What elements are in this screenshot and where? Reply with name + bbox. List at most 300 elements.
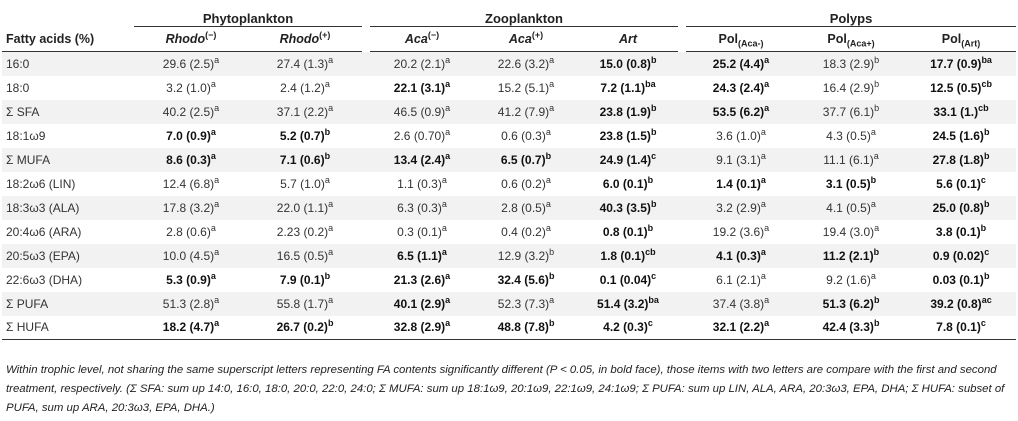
cell-superscript: a xyxy=(545,174,551,185)
table-cell xyxy=(906,316,1016,340)
table-cell xyxy=(474,196,578,220)
cell-value: 15.0 (0.8) xyxy=(599,56,651,71)
table-cell xyxy=(906,52,1016,76)
table-footnote: Within trophic level, not sharing the same superscript letters representing FA contents significantly different (P < 0.05, in bold face), those items with two letters are compare with the first and second treatment, respectively. (Σ SFA: sum up 14:0, 16:0, 18:0, 20:0, 22:0, 24:0; Σ MUFA: sum up 18:1ω9, 20:1ω9, 22:1ω9, 24:1ω9; Σ PUFA: sum up LIN, ALA, ARA, 20:3ω3, EPA, DHA; Σ HUFA: subset of PUFA, sum up ARA, 20:3ω3, EPA, DHA.) xyxy=(6,364,1005,414)
table-cell xyxy=(248,244,362,268)
table-cell xyxy=(134,100,248,124)
cell-superscript: a xyxy=(873,150,879,161)
cell-superscript: a xyxy=(870,270,876,281)
cell-value: 27.8 (1.8) xyxy=(932,152,984,167)
cell-value: 18.2 (4.7) xyxy=(162,320,215,335)
cell-superscript: a xyxy=(328,246,334,257)
cell-superscript: a xyxy=(445,294,451,305)
table-cell xyxy=(796,316,906,340)
cell-value: 16.5 (0.5) xyxy=(276,248,329,263)
cell-value: 55.8 (1.7) xyxy=(276,296,329,311)
cell-value: 41.2 (7.9) xyxy=(497,104,550,119)
cell-superscript: c xyxy=(980,174,986,185)
cell-value: 4.1 (0.3) xyxy=(716,248,761,263)
table-cell xyxy=(686,196,796,220)
table-cell xyxy=(370,244,474,268)
cell-superscript: cb xyxy=(978,102,989,113)
cell-superscript: b xyxy=(324,126,331,137)
cell-superscript: b xyxy=(870,174,877,185)
cell-value: 9.2 (1.6) xyxy=(826,272,871,287)
table-cell xyxy=(796,244,906,268)
cell-superscript: a xyxy=(214,54,220,65)
cell-superscript: a xyxy=(760,246,766,257)
table-cell xyxy=(796,220,906,244)
table-cell xyxy=(370,292,474,316)
cell-value: 7.2 (1.1) xyxy=(600,80,646,95)
cell-value: 2.4 (1.2) xyxy=(280,80,325,95)
column-header-art: Art xyxy=(578,27,678,52)
cell-value: 53.5 (6.2) xyxy=(712,104,765,119)
cell-superscript: b xyxy=(983,126,990,137)
cell-superscript: b xyxy=(983,270,990,281)
table-row xyxy=(2,292,1016,316)
table-cell xyxy=(578,124,678,148)
table-cell xyxy=(906,220,1016,244)
cell-value: 12.9 (3.2) xyxy=(497,248,550,263)
cell-superscript: a xyxy=(328,222,334,233)
table-cell xyxy=(906,148,1016,172)
table-cell xyxy=(578,220,678,244)
table-cell xyxy=(474,52,578,76)
cell-superscript: a xyxy=(549,294,555,305)
column-header-pol-aca-minus: Pol$_{(Aca-)}$ xyxy=(686,27,796,52)
table-cell xyxy=(686,292,796,316)
cell-superscript: a xyxy=(764,294,770,305)
cell-value: 13.4 (2.4) xyxy=(393,152,446,167)
table-cell xyxy=(796,196,906,220)
cell-superscript: b xyxy=(549,246,555,257)
cell-superscript: a xyxy=(210,78,216,89)
cell-value: 11.1 (6.1) xyxy=(823,152,874,167)
table-cell xyxy=(134,196,248,220)
cell-value: 1.4 (0.1) xyxy=(716,176,761,191)
cell-superscript: a xyxy=(214,318,220,329)
cell-value: 0.4 (0.2) xyxy=(501,224,546,239)
table-cell xyxy=(578,268,678,292)
cell-superscript: a xyxy=(210,222,216,233)
cell-superscript: cb xyxy=(645,246,656,257)
cell-value: 24.9 (1.4) xyxy=(599,152,652,167)
cell-superscript: a xyxy=(870,198,876,209)
cell-value: 3.2 (2.9) xyxy=(716,200,761,215)
table-cell xyxy=(474,220,578,244)
cell-superscript: a xyxy=(214,198,220,209)
cell-superscript: a xyxy=(214,174,220,185)
cell-value: 2.8 (0.5) xyxy=(501,200,546,215)
table-row xyxy=(2,172,1016,196)
table-cell xyxy=(578,316,678,340)
table-row xyxy=(2,124,1016,148)
table-cell xyxy=(370,172,474,196)
cell-value: 6.3 (0.3) xyxy=(397,200,442,215)
cell-value: 26.7 (0.2) xyxy=(276,320,328,335)
table-row xyxy=(2,76,1016,100)
column-header-rhodo-plus: Rhodo(+) xyxy=(248,27,362,52)
cell-value: 5.2 (0.7) xyxy=(279,128,325,143)
cell-superscript: a xyxy=(445,78,451,89)
table-cell xyxy=(686,220,796,244)
cell-value: 51.3 (6.2) xyxy=(822,296,874,311)
cell-superscript: b xyxy=(873,294,880,305)
cell-superscript: b xyxy=(647,174,654,185)
cell-value: 23.8 (1.5) xyxy=(599,128,651,143)
table-cell xyxy=(686,52,796,76)
cell-value: 5.7 (1.0) xyxy=(280,176,325,191)
row-label: 18:0 xyxy=(6,80,30,95)
table-row xyxy=(2,52,1016,76)
row-label: Σ SFA xyxy=(6,104,40,119)
cell-superscript: a xyxy=(445,318,451,329)
cell-superscript: b xyxy=(983,150,990,161)
table-cell xyxy=(474,148,578,172)
cell-superscript: a xyxy=(545,126,551,137)
table-cell xyxy=(370,52,474,76)
table-cell xyxy=(474,268,578,292)
table-cell xyxy=(248,316,362,340)
cell-value: 23.8 (1.9) xyxy=(599,104,651,119)
cell-value: 2.8 (0.6) xyxy=(166,224,211,239)
cell-superscript: b xyxy=(650,54,657,65)
group-header-row xyxy=(2,0,1016,27)
cell-value: 40.3 (3.5) xyxy=(599,200,651,215)
cell-superscript: b xyxy=(327,318,334,329)
cell-value: 2.6 (0.70) xyxy=(393,128,446,143)
table-row xyxy=(2,100,1016,124)
table-row xyxy=(2,316,1016,340)
cell-superscript: c xyxy=(651,150,657,161)
cell-superscript: a xyxy=(760,198,766,209)
cell-superscript: b xyxy=(650,198,657,209)
cell-value: 1.1 (0.3) xyxy=(397,176,442,191)
table-cell xyxy=(796,124,906,148)
cell-value: 12.4 (6.8) xyxy=(162,176,215,191)
table-cell xyxy=(796,268,906,292)
table-cell xyxy=(796,52,906,76)
cell-value: 1.8 (0.1) xyxy=(600,248,646,263)
cell-superscript: c xyxy=(984,246,990,257)
cell-value: 6.5 (1.1) xyxy=(397,248,442,263)
cell-value: 6.0 (0.1) xyxy=(602,176,648,191)
cell-superscript: a xyxy=(445,102,451,113)
cell-superscript: b xyxy=(873,318,880,329)
cell-superscript: a xyxy=(210,150,216,161)
cell-value: 32.8 (2.9) xyxy=(393,320,446,335)
cell-value: 8.6 (0.3) xyxy=(166,152,211,167)
row-label: Σ PUFA xyxy=(6,296,49,311)
cell-superscript: b xyxy=(874,78,880,89)
table-row xyxy=(2,148,1016,172)
table-cell xyxy=(134,220,248,244)
row-label: 20:5ω3 (EPA) xyxy=(6,248,80,263)
table-cell xyxy=(474,316,578,340)
table-cell xyxy=(796,292,906,316)
group-polyps: Polyps xyxy=(686,0,1016,27)
table-cell xyxy=(578,52,678,76)
cell-value: 7.1 (0.6) xyxy=(279,152,325,167)
table-cell xyxy=(134,316,248,340)
table-cell xyxy=(796,148,906,172)
cell-superscript: ba xyxy=(981,54,992,65)
cell-superscript: b xyxy=(983,198,990,209)
cell-value: 42.4 (3.3) xyxy=(822,320,874,335)
cell-superscript: a xyxy=(441,246,447,257)
cell-superscript: a xyxy=(764,318,770,329)
cell-superscript: a xyxy=(764,222,770,233)
row-label: 18:1ω9 xyxy=(6,128,46,143)
column-header-pol-art: Pol$_{(Art)}$ xyxy=(906,27,1016,52)
cell-value: 4.2 (0.3) xyxy=(603,320,648,335)
table-cell xyxy=(370,100,474,124)
table-cell xyxy=(686,100,796,124)
cell-value: 5.6 (0.1) xyxy=(936,176,981,191)
cell-superscript: ac xyxy=(981,294,992,305)
cell-superscript: c xyxy=(647,318,653,329)
table-cell xyxy=(474,172,578,196)
cell-superscript: b xyxy=(650,102,657,113)
cell-value: 0.1 (0.04) xyxy=(599,272,652,287)
cell-value: 19.4 (3.0) xyxy=(822,224,875,239)
cell-value: 48.8 (7.8) xyxy=(497,320,549,335)
cell-superscript: a xyxy=(214,294,220,305)
table-cell xyxy=(796,76,906,100)
table-cell xyxy=(248,292,362,316)
cell-value: 37.7 (6.1) xyxy=(822,104,875,119)
cell-superscript: a xyxy=(874,222,880,233)
cell-superscript: b xyxy=(324,150,331,161)
cell-superscript: a xyxy=(445,150,451,161)
table-cell xyxy=(686,244,796,268)
cell-value: 3.6 (1.0) xyxy=(716,128,761,143)
row-label: Σ MUFA xyxy=(6,152,51,167)
cell-superscript: a xyxy=(441,174,447,185)
cell-value: 24.3 (2.4) xyxy=(712,80,765,95)
cell-value: 25.0 (0.8) xyxy=(932,200,984,215)
table-cell xyxy=(906,172,1016,196)
cell-superscript: a xyxy=(328,294,334,305)
cell-superscript: a xyxy=(328,198,334,209)
cell-value: 15.2 (5.1) xyxy=(497,80,550,95)
group-zooplankton: Zooplankton xyxy=(370,0,678,27)
cell-value: 29.6 (2.5) xyxy=(162,56,215,71)
table-cell xyxy=(370,124,474,148)
row-label: 18:3ω3 (ALA) xyxy=(6,200,80,215)
column-header-fatty-acids: Fatty acids (%) xyxy=(2,27,134,52)
cell-superscript: cb xyxy=(981,78,992,89)
table-cell xyxy=(906,268,1016,292)
cell-superscript: a xyxy=(549,54,555,65)
table-cell xyxy=(248,124,362,148)
cell-superscript: a xyxy=(210,270,216,281)
table-cell xyxy=(134,148,248,172)
cell-superscript: b xyxy=(650,126,657,137)
cell-superscript: a xyxy=(328,102,334,113)
group-phytoplankton: Phytoplankton xyxy=(134,0,362,27)
cell-value: 7.8 (0.1) xyxy=(936,320,981,335)
cell-value: 46.5 (0.9) xyxy=(393,104,446,119)
cell-value: 10.0 (4.5) xyxy=(162,248,215,263)
table-cell xyxy=(370,76,474,100)
cell-value: 0.3 (0.1) xyxy=(397,224,442,239)
cell-value: 6.1 (2.1) xyxy=(716,272,761,287)
cell-value: 9.1 (3.1) xyxy=(716,152,761,167)
cell-superscript: ba xyxy=(645,78,656,89)
row-label: Σ HUFA xyxy=(2,316,134,340)
cell-value: 51.3 (2.8) xyxy=(162,296,215,311)
cell-value: 0.6 (0.2) xyxy=(501,176,546,191)
table-cell xyxy=(474,244,578,268)
cell-value: 32.4 (5.6) xyxy=(497,272,549,287)
cell-value: 22.1 (3.1) xyxy=(393,80,446,95)
cell-superscript: b xyxy=(545,150,552,161)
table-cell xyxy=(248,148,362,172)
table-cell xyxy=(686,172,796,196)
cell-value: 33.1 (1.) xyxy=(933,104,979,119)
cell-superscript: a xyxy=(445,270,451,281)
cell-value: 3.2 (1.0) xyxy=(166,80,211,95)
cell-value: 5.3 (0.9) xyxy=(166,272,211,287)
cell-superscript: a xyxy=(760,150,766,161)
cell-value: 16.4 (2.9) xyxy=(822,80,875,95)
table-cell xyxy=(906,100,1016,124)
table-cell xyxy=(248,196,362,220)
cell-superscript: b xyxy=(873,246,880,257)
table-cell xyxy=(686,268,796,292)
table-cell xyxy=(248,268,362,292)
cell-superscript: b xyxy=(647,222,654,233)
cell-superscript: a xyxy=(210,126,216,137)
cell-value: 25.2 (4.4) xyxy=(712,56,765,71)
cell-superscript: a xyxy=(764,54,770,65)
cell-value: 3.1 (0.5) xyxy=(825,176,871,191)
table-cell xyxy=(370,316,474,340)
cell-value: 6.5 (0.7) xyxy=(500,152,546,167)
table-cell xyxy=(906,196,1016,220)
cell-superscript: a xyxy=(764,102,770,113)
cell-value: 17.8 (3.2) xyxy=(162,200,215,215)
cell-value: 0.6 (0.3) xyxy=(501,128,546,143)
cell-value: 4.3 (0.5) xyxy=(826,128,871,143)
row-label: 16:0 xyxy=(6,56,30,71)
cell-value: 40.2 (2.5) xyxy=(162,104,215,119)
table-cell xyxy=(134,292,248,316)
cell-value: 51.4 (3.2) xyxy=(597,296,649,311)
cell-superscript: a xyxy=(214,102,220,113)
cell-superscript: a xyxy=(441,222,447,233)
table-cell xyxy=(906,292,1016,316)
table-cell xyxy=(370,148,474,172)
cell-value: 0.9 (0.02) xyxy=(932,248,985,263)
cell-value: 17.7 (0.9) xyxy=(930,56,982,71)
cell-value: 0.8 (0.1) xyxy=(602,224,648,239)
column-header-aca-plus: Aca(+) xyxy=(474,27,578,52)
cell-value: 22.0 (1.1) xyxy=(276,200,329,215)
column-header-rhodo-minus: Rhodo(−) xyxy=(134,27,248,52)
row-label: 22:6ω3 (DHA) xyxy=(6,272,83,287)
row-label: 20:4ω6 (ARA) xyxy=(6,224,82,239)
cell-superscript: b xyxy=(980,222,987,233)
cell-value: 27.4 (1.3) xyxy=(276,56,329,71)
cell-superscript: c xyxy=(980,318,986,329)
cell-value: 22.6 (3.2) xyxy=(497,56,550,71)
column-header-row xyxy=(2,27,1016,52)
cell-value: 11.2 (2.1) xyxy=(822,248,874,263)
column-header-aca-minus: Aca(−) xyxy=(370,27,474,52)
cell-value: 12.5 (0.5) xyxy=(930,80,982,95)
cell-superscript: b xyxy=(874,54,880,65)
cell-value: 7.9 (0.1) xyxy=(279,272,325,287)
table-cell xyxy=(906,76,1016,100)
cell-superscript: a xyxy=(760,174,766,185)
table-cell xyxy=(906,124,1016,148)
table-cell xyxy=(578,100,678,124)
table-cell xyxy=(474,76,578,100)
cell-value: 3.8 (0.1) xyxy=(935,224,981,239)
cell-superscript: a xyxy=(324,78,330,89)
table-cell xyxy=(578,148,678,172)
table-cell xyxy=(474,100,578,124)
cell-value: 39.2 (0.8) xyxy=(930,296,982,311)
cell-superscript: c xyxy=(651,270,657,281)
cell-superscript: a xyxy=(870,126,876,137)
cell-superscript: a xyxy=(549,102,555,113)
cell-value: 37.1 (2.2) xyxy=(276,104,329,119)
cell-value: 19.2 (3.6) xyxy=(712,224,765,239)
table-cell xyxy=(134,76,248,100)
table-cell xyxy=(578,76,678,100)
table-cell xyxy=(796,100,906,124)
group-header-blank xyxy=(2,0,134,27)
cell-superscript: a xyxy=(764,78,770,89)
cell-value: 18.3 (2.9) xyxy=(822,56,875,71)
cell-superscript: b xyxy=(548,270,555,281)
cell-value: 2.23 (0.2) xyxy=(276,224,329,239)
cell-superscript: b xyxy=(548,318,555,329)
table-cell xyxy=(578,244,678,268)
cell-value: 52.3 (7.3) xyxy=(497,296,550,311)
table-cell xyxy=(370,220,474,244)
table-row xyxy=(2,220,1016,244)
table-cell xyxy=(906,244,1016,268)
table-cell xyxy=(578,292,678,316)
row-label: 18:2ω6 (LIN) xyxy=(6,176,76,191)
cell-superscript: a xyxy=(760,126,766,137)
table-cell xyxy=(248,76,362,100)
table-row xyxy=(2,196,1016,220)
table-cell xyxy=(474,292,578,316)
table-cell xyxy=(578,172,678,196)
cell-superscript: a xyxy=(549,78,555,89)
table-cell xyxy=(134,52,248,76)
cell-superscript: a xyxy=(214,246,220,257)
cell-superscript: a xyxy=(545,198,551,209)
cell-value: 20.2 (2.1) xyxy=(393,56,446,71)
cell-superscript: a xyxy=(328,54,334,65)
cell-value: 40.1 (2.9) xyxy=(393,296,446,311)
table-row xyxy=(2,268,1016,292)
table-body xyxy=(2,52,1016,340)
cell-superscript: a xyxy=(324,174,330,185)
table-cell xyxy=(248,52,362,76)
table-cell xyxy=(474,124,578,148)
fatty-acid-table xyxy=(2,0,1016,340)
table-cell xyxy=(134,124,248,148)
cell-value: 37.4 (3.8) xyxy=(712,296,765,311)
